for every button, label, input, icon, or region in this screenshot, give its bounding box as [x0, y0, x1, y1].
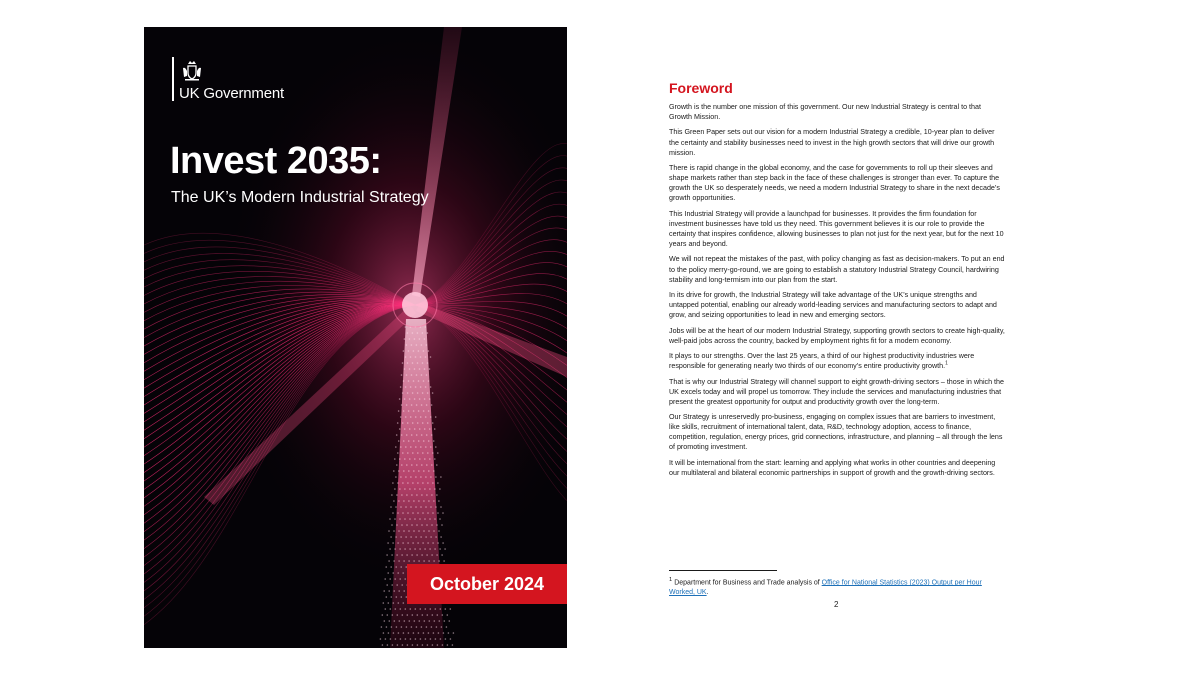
organisation-name: UK Government — [179, 85, 284, 102]
footnote-marker: 1 — [669, 577, 673, 583]
cover-page — [144, 27, 567, 648]
wind-turbine-artwork — [144, 27, 567, 648]
foreword-paragraph: This Industrial Strategy will provide a launchpad for businesses. It provides the firm foundation for investment businesses have told us they need. This government believes it is our role to provide the certainty that inspires confidence, allowing businesses to plan not just for the next year, but for the next 10 years and beyond. — [669, 209, 1004, 249]
foreword-paragraph: That is why our Industrial Strategy will channel support to eight growth-driving sectors – those in which the UK excels today and will propel us tomorrow. They include the services and manufacturing industries that present the greatest opportunity for output and productivity growth over the long-term. — [669, 377, 1004, 406]
paragraph-text: It plays to our strengths. Over the last 25 years, a third of our highest productivity industries were responsible for generating nearly two thirds of our economy’s entire productivity growth. — [669, 352, 975, 371]
footnote-divider — [669, 570, 777, 571]
royal-coat-of-arms-icon — [180, 59, 204, 83]
page-number: 2 — [834, 600, 839, 609]
logo-divider — [172, 57, 174, 101]
foreword-paragraph: There is rapid change in the global economy, and the case for governments to roll up their sleeves and shape markets rather than step back in the face of these challenges is stronger than ever. To capture the growth the UK so desperately needs, we need a modern Industrial Strategy to share in the next decade’s growth opportunities. — [669, 164, 1000, 203]
foreword-paragraph: This Green Paper sets out our vision for a modern Industrial Strategy a credible, 10-year plan to deliver the certainty and stability businesses need to invest in the high growth sectors that will drive our growth mission. — [669, 128, 995, 157]
publication-date: October 2024 — [429, 573, 545, 594]
footnote-source-link[interactable]: Office for National Statistics (2023) Output per Hour Worked, UK — [669, 579, 982, 596]
foreword-paragraph: In its drive for growth, the Industrial Strategy will take advantage of the UK’s unique strengths and untapped potential, enabling our already world-leading services and manufacturing sectors to adapt and grow, and seizing opportunities to lead in new and emerging sectors. — [669, 290, 997, 320]
footnote-reference[interactable]: 1 — [945, 360, 948, 367]
cover-subtitle: The UK’s Modern Industrial Strategy — [171, 189, 429, 206]
footnote-suffix: . — [706, 588, 709, 596]
foreword-paragraph: It will be international from the start: learning and applying what works in other countries and deepening our multilateral and bilateral economic partnerships in support of growth and the growth-driving sectors. — [669, 458, 996, 477]
footnote-prefix: Department for Business and Trade analysis of — [674, 579, 822, 587]
foreword-paragraph: Jobs will be at the heart of our modern Industrial Strategy, supporting growth sectors to create high-quality, well-paid jobs across the country, backed by employment rights fit for a modern economy. — [669, 326, 1005, 345]
foreword-page — [669, 80, 1005, 483]
foreword-paragraph-with-footnote — [669, 351, 1005, 371]
foreword-paragraph: We will not repeat the mistakes of the past, with policy changing as fast as decision-makers. To put an end to the policy merry-go-round, we are going to establish a statutory Industrial Strategy Council, hardwiring stability and long-termism into our plan from the start. — [669, 255, 1005, 284]
publication-date-badge — [407, 564, 567, 604]
foreword-heading: Foreword — [669, 80, 733, 96]
foreword-paragraph: Our Strategy is unreservedly pro-business, engaging on complex issues that are barriers to investment, like skills, recruitment of international talent, data, R&D, technology adoption, access to finance, competition, regulation, energy prices, grid connections, infrastructure, and planning – all through the lens of promoting investment. — [669, 413, 1003, 452]
footnote — [669, 576, 1009, 597]
foreword-paragraph: Growth is the number one mission of this government. Our new Industrial Strategy is central to that Growth Mission. — [669, 103, 981, 122]
cover-title: Invest 2035: — [170, 140, 382, 182]
